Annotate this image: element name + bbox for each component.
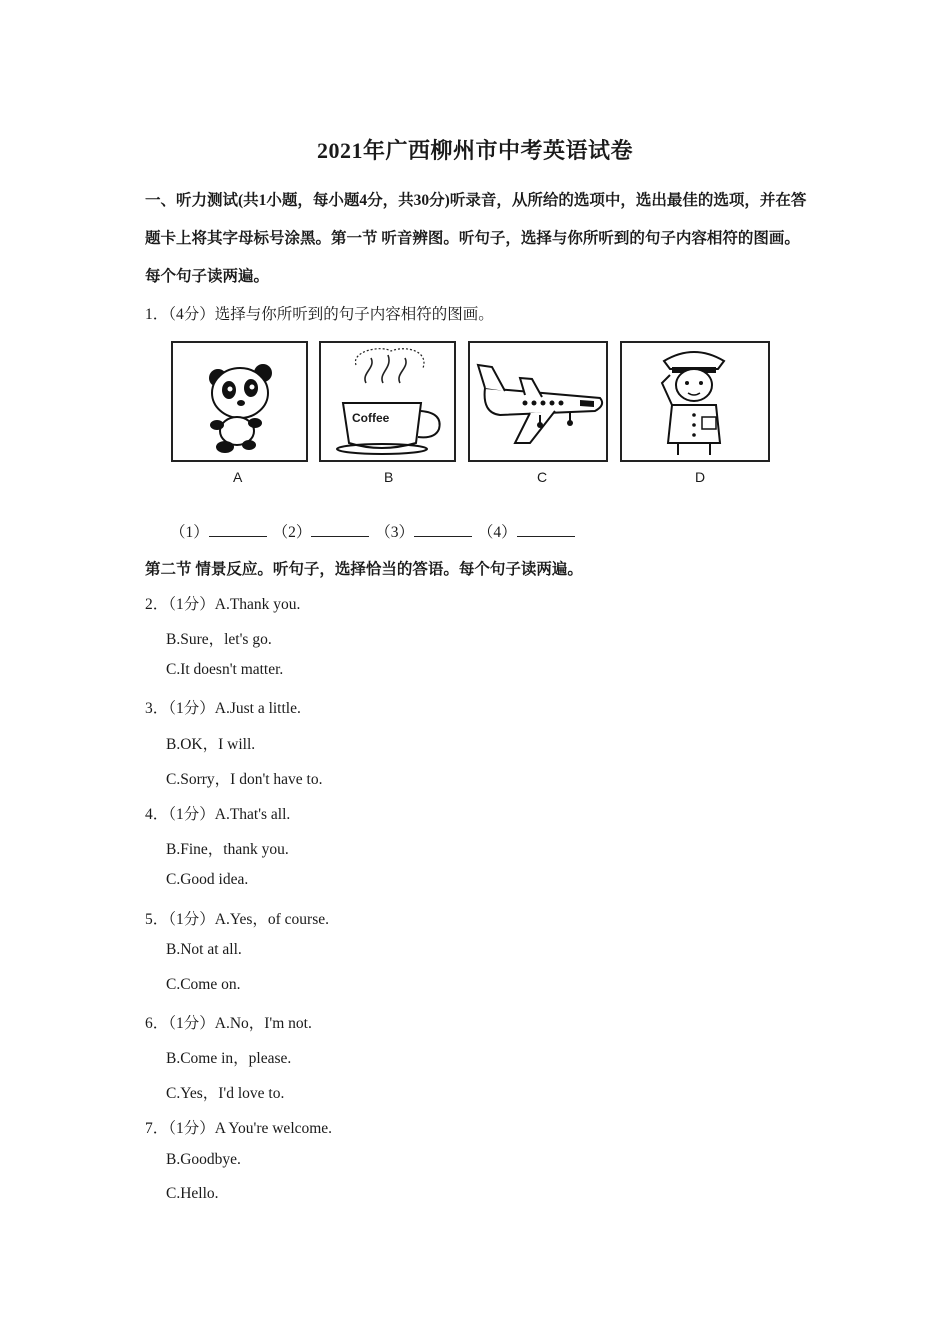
page-title: 2021年广西柳州市中考英语试卷	[316, 138, 633, 163]
question-5-option-b: B.Not at all.	[166, 941, 242, 958]
question-7-stem: 7．（1分）A You're welcome.	[145, 1120, 333, 1137]
question-3-stem: 3．（1分）A.Just a little.	[145, 700, 301, 717]
figure-label-d: D	[695, 469, 706, 485]
question-5-stem: 5．（1分）A.Yes，of course.	[145, 911, 329, 928]
question-7-option-b: B.Goodbye.	[166, 1151, 241, 1168]
officer-picture	[620, 341, 770, 462]
blank-label-4: （4）	[477, 524, 517, 541]
question-5-option-c: C.Come on.	[166, 976, 241, 993]
question-3-option-b: B.OK，I will.	[166, 736, 256, 753]
coffee-label: Coffee	[352, 411, 390, 425]
question-2-stem: 2．（1分）A.Thank you.	[145, 596, 301, 613]
coffee-cup-icon	[321, 343, 454, 460]
airplane-picture	[468, 341, 608, 462]
panda-picture	[171, 341, 308, 462]
question-2-option-b: B.Sure，let's go.	[166, 631, 272, 648]
question-4-option-c: C.Good idea.	[166, 871, 249, 888]
figure-label-c: C	[537, 469, 548, 485]
blank-label-3: （3）	[375, 524, 415, 541]
question-1-stem: 1．（4分）选择与你所听到的句子内容相符的图画。	[145, 306, 494, 323]
answer-blank-3[interactable]	[414, 522, 472, 537]
section-1-instructions: 一、听力测试(共1小题，每小题4分，共30分)听录音，从所给的选项中，选出最佳的选项，并在答题卡上将其字母标号涂黑。第一节 听音辨图。听句子，选择与你所听到的句子内容相符的图画。每个句子读两遍。	[145, 192, 807, 285]
figure-label-a: A	[233, 469, 243, 485]
answer-blank-2[interactable]	[311, 522, 369, 537]
coffee-picture	[319, 341, 456, 462]
question-4-stem: 4．（1分）A.That's all.	[145, 806, 291, 823]
question-4-option-b: B.Fine，thank you.	[166, 841, 289, 858]
figure-label-b: B	[384, 469, 394, 485]
airplane-icon	[470, 343, 606, 460]
question-6-option-c: C.Yes，I'd love to.	[166, 1085, 285, 1102]
police-officer-icon	[622, 343, 768, 460]
blank-label-2: （2）	[272, 524, 312, 541]
answer-blank-1[interactable]	[209, 522, 267, 537]
blank-label-1: （1）	[170, 524, 209, 541]
question-6-stem: 6．（1分）A.No，I'm not.	[145, 1015, 312, 1032]
question-3-option-c: C.Sorry，I don't have to.	[166, 771, 323, 788]
question-2-option-c: C.It doesn't matter.	[166, 661, 284, 678]
answer-blank-4[interactable]	[517, 522, 575, 537]
panda-icon	[173, 343, 306, 460]
question-7-option-c: C.Hello.	[166, 1185, 219, 1202]
picture-options	[166, 333, 774, 493]
answer-blanks	[170, 520, 577, 542]
section-2-instructions: 第二节 情景反应。听句子，选择恰当的答语。每个句子读两遍。	[145, 561, 583, 578]
question-6-option-b: B.Come in，please.	[166, 1050, 292, 1067]
